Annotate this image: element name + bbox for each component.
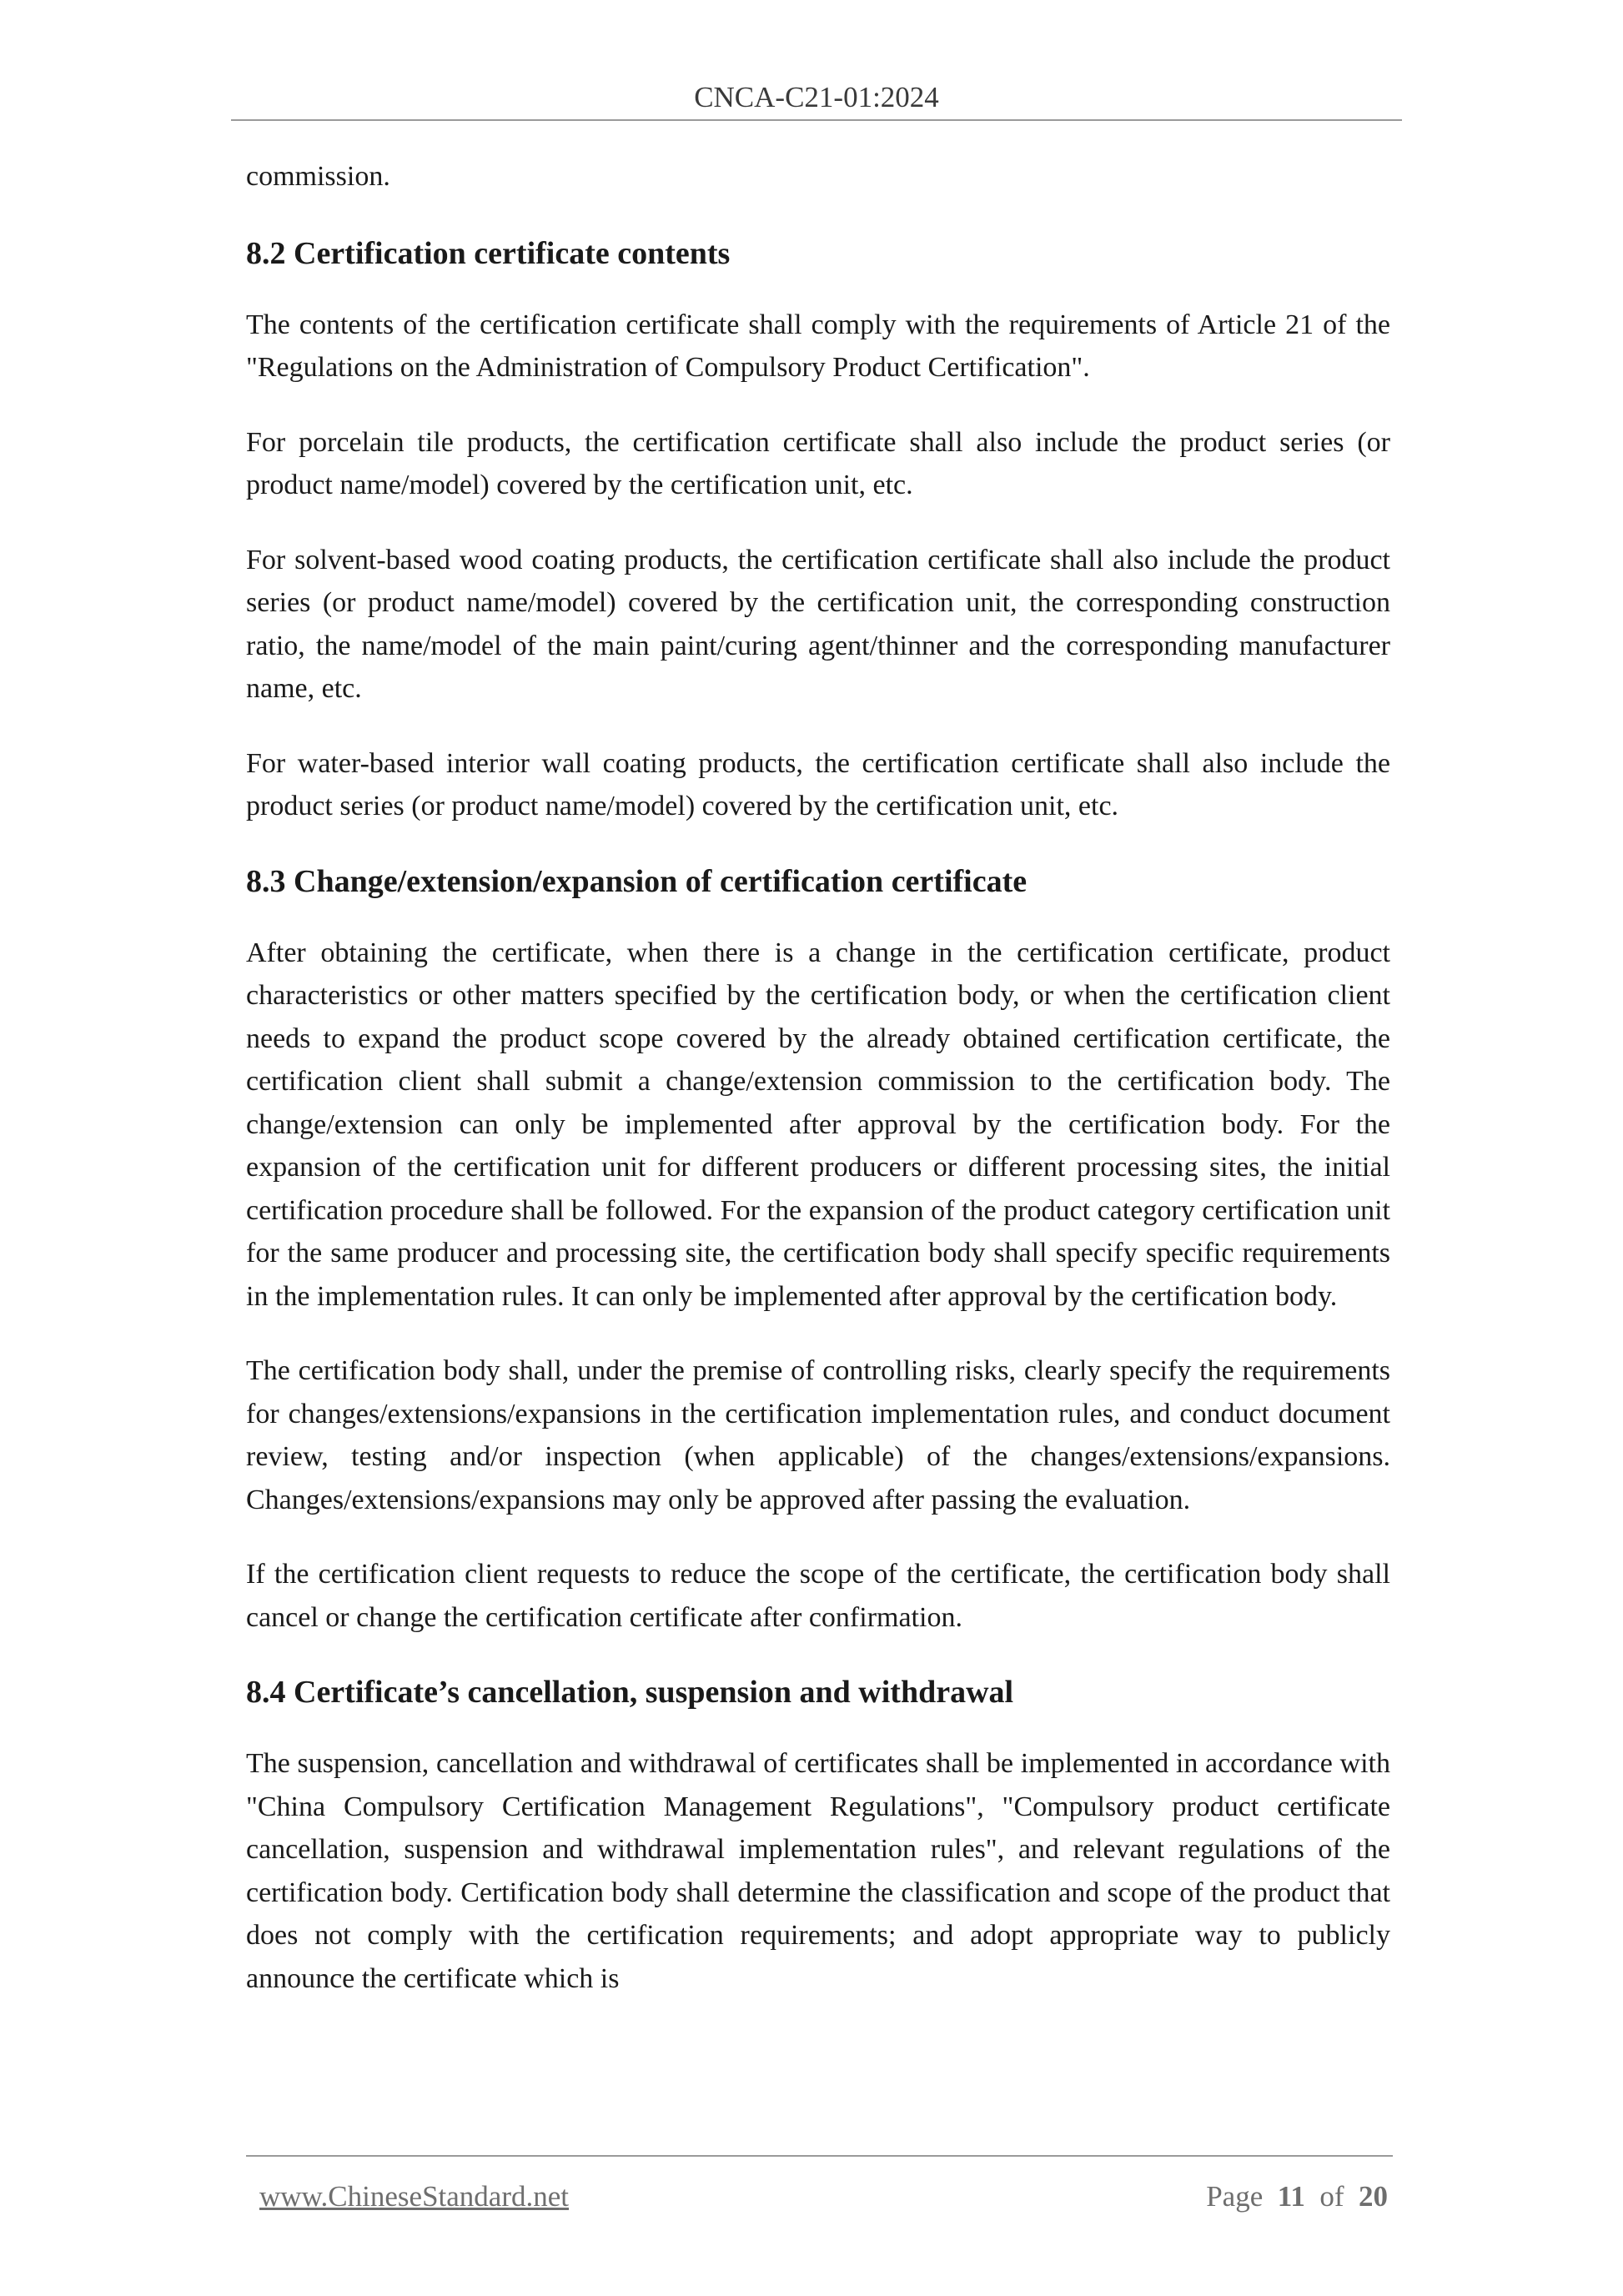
paragraph: For porcelain tile products, the certification certificate shall also include the product series (or product name/model) covered by the certification unit, etc. [246,426,1390,500]
page-body [246,155,1390,2032]
current-page-number: 11 [1277,2180,1305,2213]
total-pages-number: 20 [1359,2180,1388,2213]
section-heading-8-4: 8.4 Certificate’s cancellation, suspension and withdrawal [246,1675,1014,1710]
paragraph: The certification body shall, under the premise of controlling risks, clearly specify the requirements for changes/extensions/expansions in the certification implementation rules, and conduct document review, testing and/or inspection (when applicable) of the changes/extensions/expansions. Changes/extensions/expansions may only be approved after passing the evaluation. [246,1355,1390,1515]
header-divider [231,119,1402,121]
paragraph: For water-based interior wall coating products, the certification certificate shall also include the product series (or product name/model) covered by the certification unit, etc. [246,747,1390,821]
website-link[interactable]: www.ChineseStandard.net [259,2180,569,2213]
paragraph: The suspension, cancellation and withdrawal of certificates shall be implemented in accordance with "China Compulsory Certification Management Regulations", "Compulsory product certificate cancellation, suspension and withdrawal implementation rules", and relevant regulations of the certification body. Certification body shall determine the classification and scope of the product that does not comply with the certification requirements; and adopt appropriate way to publicly announce the certificate which is [246,1748,1390,1994]
page-label: Page [1206,2180,1264,2213]
continued-text: commission. [246,161,390,192]
section-heading-8-2: 8.2 Certification certificate contents [246,235,731,271]
paragraph: After obtaining the certificate, when there is a change in the certification certificate, product characteristics or other matters specified by the certification body, or when the certification client needs to expand the product scope covered by the already obtained certification certificate, the certification client shall submit a change/extension commission to the certification body. The change/extension can only be implemented after approval by the certification body. For the expansion of the certification unit for different producers or different processing sites, the initial certification procedure shall be followed. For the expansion of the product category certification unit for the same producer and processing site, the certification body shall specify specific requirements in the implementation rules. It can only be implemented after approval by the certification body. [246,937,1390,1312]
paragraph: If the certification client requests to reduce the scope of the certificate, the certification body shall cancel or change the certification certificate after confirmation. [246,1559,1390,1633]
of-label: of [1319,2180,1344,2213]
page-number [1206,2177,1388,2217]
footer-divider [246,2155,1393,2157]
document-code-header: CNCA-C21-01:2024 [694,81,939,113]
paragraph: The contents of the certification certificate shall comply with the requirements of Article 21 of the "Regulations on the Administration of Compulsory Product Certification". [246,309,1390,383]
section-heading-8-3: 8.3 Change/extension/expansion of certification certificate [246,863,1028,899]
paragraph: For solvent-based wood coating products, the certification certificate shall also include the product series (or product name/model) covered by the certification unit, the corresponding construction ratio, the name/model of the main paint/curing agent/thinner and the corresponding manufacturer name, etc. [246,544,1390,704]
